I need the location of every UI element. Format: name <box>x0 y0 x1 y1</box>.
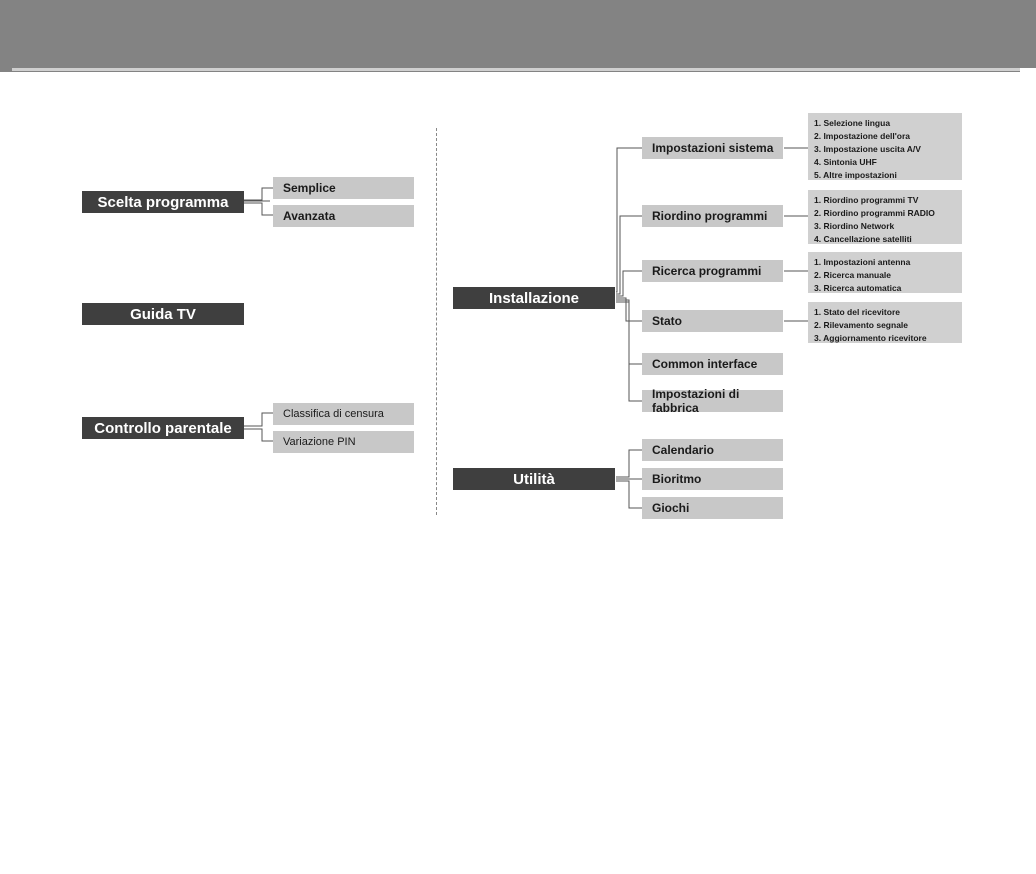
node-scelta-programma[interactable]: Scelta programma <box>82 191 244 213</box>
node-ricerca-programmi[interactable]: Ricerca programmi <box>642 260 783 282</box>
node-impostazioni-sistema[interactable]: Impostazioni sistema <box>642 137 783 159</box>
details-stato <box>808 302 962 343</box>
node-installazione[interactable]: Installazione <box>453 287 615 309</box>
node-avanzata[interactable]: Avanzata <box>273 205 414 227</box>
details-impostazioni-sistema <box>808 113 962 180</box>
detail-item: 2. Ricerca manuale <box>814 270 892 280</box>
detail-item: 2. Rilevamento segnale <box>814 320 909 330</box>
detail-item: 4. Sintonia UHF <box>814 157 877 167</box>
node-semplice[interactable]: Semplice <box>273 177 414 199</box>
node-calendario[interactable]: Calendario <box>642 439 783 461</box>
detail-item: 1. Selezione lingua <box>814 118 891 128</box>
node-variazione-pin[interactable]: Variazione PIN <box>273 431 414 453</box>
connector-parentale <box>244 413 273 441</box>
detail-item: 5. Altre impostazioni <box>814 170 897 180</box>
detail-item: 3. Ricerca automatica <box>814 283 902 293</box>
detail-item: 1. Stato del ricevitore <box>814 307 900 317</box>
connector-details <box>784 148 808 321</box>
node-bioritmo[interactable]: Bioritmo <box>642 468 783 490</box>
details-ricerca-programmi <box>808 252 962 293</box>
detail-item: 3. Riordino Network <box>814 221 895 231</box>
detail-item: 2. Impostazione dell'ora <box>814 131 911 141</box>
node-guida-tv[interactable]: Guida TV <box>82 303 244 325</box>
detail-item: 3. Aggiornamento ricevitore <box>814 333 927 343</box>
detail-item: 1. Impostazioni antenna <box>814 257 911 267</box>
node-common-interface[interactable]: Common interface <box>642 353 783 375</box>
detail-item: 4. Cancellazione satelliti <box>814 234 912 244</box>
connector-installazione <box>616 148 642 401</box>
section-divider <box>436 128 437 515</box>
node-giochi[interactable]: Giochi <box>642 497 783 519</box>
node-stato[interactable]: Stato <box>642 310 783 332</box>
node-impostazioni-fabbrica[interactable]: Impostazioni di fabbrica <box>642 390 783 412</box>
node-utilita[interactable]: Utilità <box>453 468 615 490</box>
details-riordino-programmi <box>808 190 962 244</box>
detail-item: 2. Riordino programmi RADIO <box>814 208 935 218</box>
detail-item: 3. Impostazione uscita A/V <box>814 144 921 154</box>
node-controllo-parentale[interactable]: Controllo parentale <box>82 417 244 439</box>
connector-scelta <box>244 188 273 215</box>
connector-utilita <box>616 450 642 508</box>
detail-item: 1. Riordino programmi TV <box>814 195 919 205</box>
node-classifica-censura[interactable]: Classifica di censura <box>273 403 414 425</box>
node-riordino-programmi[interactable]: Riordino programmi <box>642 205 783 227</box>
